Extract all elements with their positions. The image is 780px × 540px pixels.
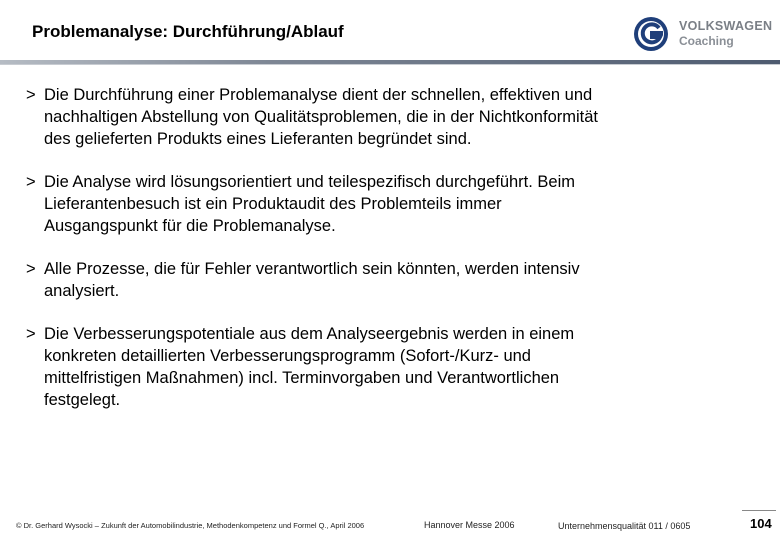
bullet-line: Ausgangspunkt für die Problemanalyse. <box>44 217 336 235</box>
bullet-item <box>26 171 766 237</box>
bullet-item <box>26 84 766 150</box>
bullet-line: Die Durchführung einer Problemanalyse dient der schnellen, effektiven und <box>44 86 593 104</box>
bullet-item <box>26 258 766 302</box>
page-number: 104 <box>750 516 772 531</box>
bullet-line: Lieferantenbesuch ist ein Produktaudit des Problemteils immer <box>44 195 502 213</box>
page-title: Problemanalyse: Durchführung/Ablauf <box>32 22 344 41</box>
logo-sub-text: Coaching <box>679 34 734 48</box>
footer-doc-id: Unternehmensqualität 011 / 0605 <box>558 521 691 531</box>
footer-event: Hannover Messe 2006 <box>424 520 515 530</box>
header-divider <box>0 60 780 64</box>
bullet-marker: > <box>26 325 36 343</box>
vw-coaching-logo <box>633 16 775 52</box>
vw-coaching-logo-icon <box>633 16 673 52</box>
bullet-line: Die Verbesserungspotentiale aus dem Analyseergebnis werden in einem <box>44 325 575 343</box>
bullet-line: nachhaltigen Abstellung von Qualitätsproblemen, die in der Nichtkonformität <box>44 108 598 126</box>
bullet-line: des gelieferten Produkts eines Lieferanten begründet sind. <box>44 130 472 148</box>
bullet-marker: > <box>26 260 36 278</box>
footer-divider <box>742 510 776 511</box>
logo-brand-text: VOLKSWAGEN <box>679 19 773 33</box>
bullet-item <box>26 323 766 411</box>
footer-copyright: © Dr. Gerhard Wysocki – Zukunft der Automobilindustrie, Methodenkompetenz und Formel Q., April 2006 <box>16 521 365 530</box>
bullet-line: Die Analyse wird lösungsorientiert und teilespezifisch durchgeführt. Beim <box>44 173 576 191</box>
bullet-line: mittelfristigen Maßnahmen) incl. Terminvorgaben und Verantwortlichen <box>44 369 560 387</box>
bullet-line: konkreten detaillierten Verbesserungsprogramm (Sofort-/Kurz- und <box>44 347 531 365</box>
bullet-marker: > <box>26 173 36 191</box>
bullet-line: analysiert. <box>44 282 120 300</box>
bullet-line: festgelegt. <box>44 391 121 409</box>
bullet-list <box>26 84 766 432</box>
bullet-line: Alle Prozesse, die für Fehler verantwortlich sein könnten, werden intensiv <box>44 260 580 278</box>
bullet-marker: > <box>26 86 36 104</box>
